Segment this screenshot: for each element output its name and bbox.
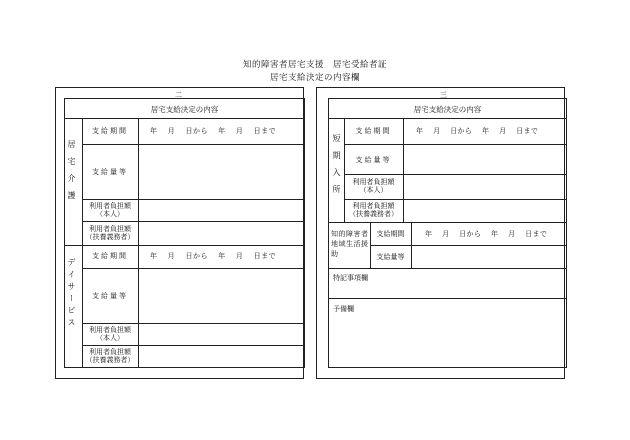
short-stay-amount-label: 支給量等 bbox=[355, 156, 392, 164]
day-service-amount-label: 支給量等 bbox=[92, 292, 128, 300]
day-service-period-dates: 年 月 日から 年 月 日まで bbox=[150, 252, 277, 260]
community-period-dates: 年 月 日から 年 月 日まで bbox=[425, 230, 548, 238]
special-notes-label: 特記事項欄 bbox=[333, 274, 368, 282]
reserve-label: 予備欄 bbox=[333, 305, 354, 313]
right-section-divider bbox=[328, 268, 567, 269]
right-page-number: 三 bbox=[440, 91, 447, 99]
day-service-period-label: 支給期間 bbox=[92, 252, 128, 260]
right-row-line bbox=[344, 174, 567, 175]
document-title: 知的障害者居宅支援 居宅受給者証 bbox=[242, 60, 387, 70]
right-label-divider bbox=[403, 118, 404, 222]
document-subtitle: 居宅支給決定の内容欄 bbox=[269, 73, 360, 83]
home-care-burden-self-label: 利用者負担額 （本人） bbox=[89, 202, 131, 218]
day-service-burden-supporter-label: 利用者負担額 （扶養義務者） bbox=[85, 348, 135, 364]
right-section-divider bbox=[328, 298, 567, 299]
left-row-line bbox=[82, 268, 305, 269]
right-section-divider bbox=[328, 222, 567, 223]
day-service-label: デイサービス bbox=[67, 258, 76, 330]
day-service-burden-self-label: 利用者負担額 （本人） bbox=[89, 326, 131, 342]
community-row-line bbox=[370, 245, 567, 246]
short-stay-burden-self-label: 利用者負担額 （本人） bbox=[352, 178, 395, 194]
right-row-line bbox=[344, 199, 567, 200]
home-care-period-label: 支給期間 bbox=[92, 127, 128, 135]
left-table-header: 居宅支給決定の内容 bbox=[150, 105, 219, 114]
community-amount-label: 支給量等 bbox=[376, 253, 405, 261]
left-header-divider bbox=[64, 118, 305, 119]
home-care-burden-supporter-label: 利用者負担額 （扶養義務者） bbox=[85, 225, 135, 241]
short-stay-period-dates: 年 月 日から 年 月 日まで bbox=[416, 127, 539, 135]
left-row-line bbox=[82, 144, 305, 145]
left-page-number: 二 bbox=[175, 91, 182, 99]
left-label-divider bbox=[138, 118, 139, 368]
short-stay-burden-supporter-label: 利用者負担額 （扶養義務者） bbox=[349, 202, 398, 218]
home-care-amount-label: 支給量等 bbox=[92, 168, 128, 176]
right-table-header: 居宅支給決定の内容 bbox=[413, 105, 482, 114]
community-period-label: 支給期間 bbox=[376, 230, 405, 238]
community-living-label: 知的障害者地域生活援助 bbox=[331, 230, 369, 258]
left-row-line bbox=[82, 345, 305, 346]
home-care-label: 居宅介護 bbox=[67, 140, 76, 208]
left-row-line bbox=[82, 221, 305, 222]
home-care-period-dates: 年 月 日から 年 月 日まで bbox=[150, 127, 277, 135]
right-row-line bbox=[344, 144, 567, 145]
short-stay-label: 短期入所 bbox=[332, 134, 341, 202]
left-row-line bbox=[82, 323, 305, 324]
left-section-divider bbox=[64, 245, 305, 246]
left-row-line bbox=[82, 199, 305, 200]
short-stay-period-label: 支給期間 bbox=[355, 127, 392, 135]
right-header-divider bbox=[328, 118, 567, 119]
